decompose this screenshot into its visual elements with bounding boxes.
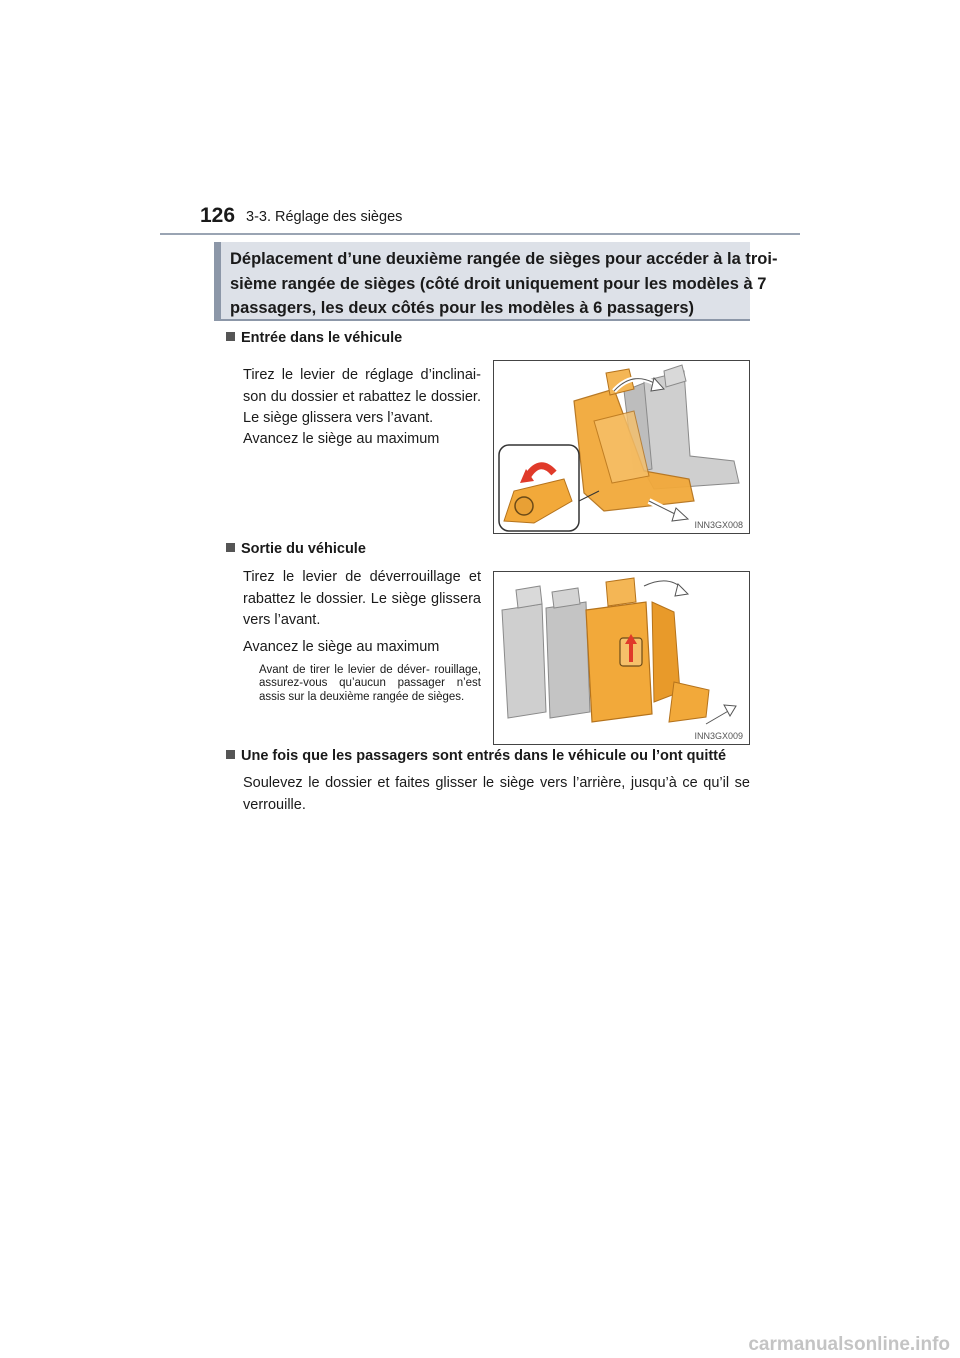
bullet-square-icon <box>226 750 235 759</box>
entry-heading-text: Entrée dans le véhicule <box>241 330 403 346</box>
entry-heading <box>226 330 402 346</box>
exit-instruction: Tirez le levier de déverrouillage et rabattez le dossier. Le siège glissera vers l’avant. <box>243 569 481 628</box>
exit-note: Avant de tirer le levier de déver- rouillage, assurez-vous qu’aucun passager n’est assis sur la deuxième rangée de sièges. <box>259 664 481 703</box>
figure-code-exit: INN3GX009 <box>694 731 743 741</box>
page-number: 126 <box>200 204 236 227</box>
watermark: carmanualsonline.info <box>748 1334 950 1355</box>
figure-seat-fold-exit <box>493 571 750 745</box>
seat-entry-illustration <box>494 361 750 534</box>
section-title-box <box>214 242 778 321</box>
after-instruction: Soulevez le dossier et faites glisser le siège vers l’arrière, jusqu’à ce qu’il se verrouille. <box>243 775 750 813</box>
exit-heading-text: Sortie du véhicule <box>241 541 366 557</box>
figure-code-entry: INN3GX008 <box>694 520 743 530</box>
header-divider <box>160 233 800 235</box>
seat-exit-illustration <box>494 572 750 745</box>
bullet-square-icon <box>226 332 235 341</box>
after-heading <box>226 748 726 764</box>
after-heading-text: Une fois que les passagers sont entrés dans le véhicule ou l’ont quitté <box>241 748 727 764</box>
bullet-square-icon <box>226 543 235 552</box>
title-line-2: sième rangée de sièges (côté droit uniquement pour les modèles à 7 <box>230 274 767 293</box>
figure-seat-fold-entry <box>493 360 750 534</box>
entry-instruction: Tirez le levier de réglage d’inclinai- son du dossier et rabattez le dossier. Le siège glissera vers l’avant. <box>243 367 481 426</box>
exit-step: Avancez le siège au maximum <box>243 639 440 655</box>
title-line-1: Déplacement d’une deuxième rangée de sièges pour accéder à la troi- <box>230 250 778 268</box>
entry-step: Avancez le siège au maximum <box>243 431 440 447</box>
section-reference: 3-3. Réglage des sièges <box>246 209 403 225</box>
title-line-3: passagers, les deux côtés pour les modèles à 6 passagers) <box>230 299 695 317</box>
exit-heading <box>226 541 366 557</box>
